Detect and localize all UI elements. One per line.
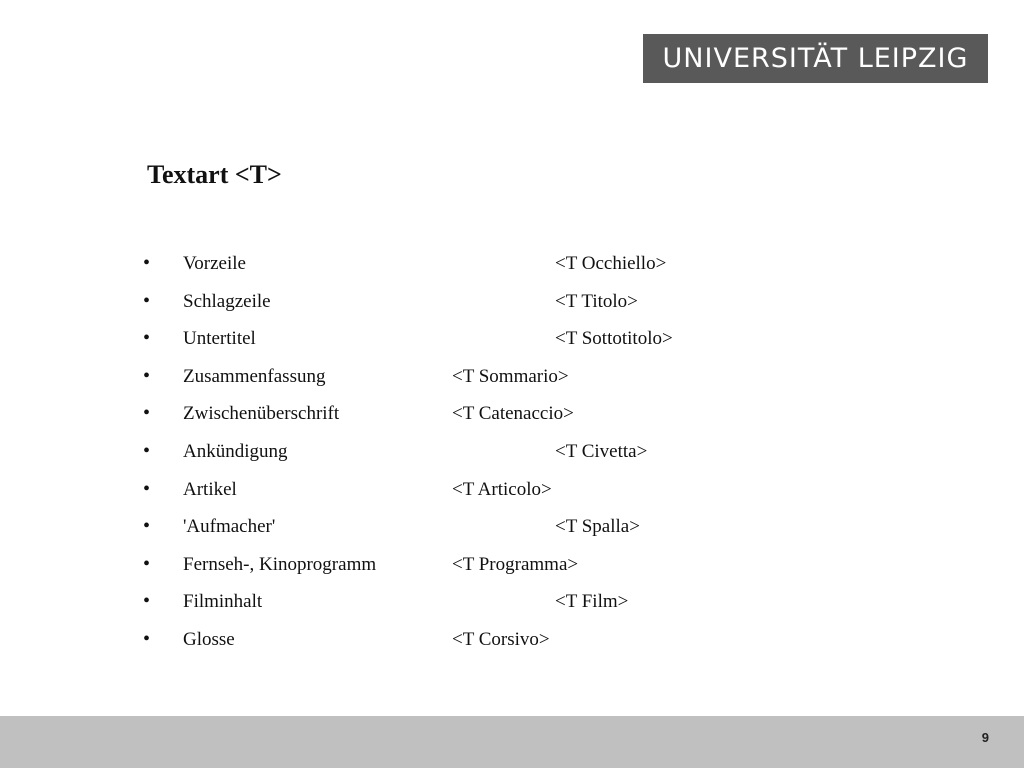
item-label: Vorzeile (183, 253, 246, 274)
item-tag: <T Catenaccio> (452, 403, 574, 425)
list-item (0, 546, 1024, 584)
bullet-icon: • (143, 402, 151, 425)
bullet-icon: • (143, 627, 151, 650)
item-tag: <T Civetta> (555, 440, 648, 462)
bullet-icon: • (143, 477, 151, 500)
list-item (0, 245, 1024, 283)
item-label: Zusammenfassung (183, 365, 326, 387)
university-logo (643, 34, 988, 83)
item-label: Glosse (183, 628, 235, 650)
bullet-icon: • (143, 515, 151, 538)
logo-text: UNIVERSITÄT LEIPZIG (662, 43, 969, 74)
bullet-icon: • (143, 327, 151, 350)
bullet-icon: • (143, 364, 151, 387)
item-tag: <T Film> (555, 591, 629, 613)
bullet-icon: • (143, 289, 151, 312)
list-item (0, 471, 1024, 509)
bullet-icon: • (143, 590, 151, 613)
item-tag: <T Titolo> (555, 290, 638, 312)
list-item (0, 358, 1024, 396)
item-label: Zwischenüberschrift (183, 403, 340, 425)
item-tag: <T Articolo> (452, 478, 552, 500)
item-tag: <T Occhiello> (555, 253, 667, 274)
item-label: Fernseh-, Kinoprogramm (183, 553, 377, 575)
list-item (0, 621, 1024, 659)
item-label: Schlagzeile (183, 290, 271, 312)
item-tag: <T Programma> (452, 553, 579, 575)
item-label: Untertitel (183, 328, 256, 350)
footer-bar (0, 716, 1024, 768)
item-label: Filminhalt (183, 591, 263, 613)
page-number: 9 (981, 730, 989, 745)
list-item (0, 320, 1024, 358)
list-item (0, 433, 1024, 471)
bullet-icon: • (143, 439, 151, 462)
bullet-icon: • (143, 552, 151, 575)
list-item (0, 583, 1024, 621)
item-tag: <T Corsivo> (452, 628, 550, 650)
item-tag: <T Spalla> (555, 516, 640, 538)
list-item (0, 395, 1024, 433)
text-type-list (0, 245, 1024, 659)
item-label: 'Aufmacher' (183, 516, 276, 538)
slide-title: Textart <T> (147, 160, 282, 189)
bullet-icon: • (143, 252, 151, 274)
item-label: Ankündigung (183, 440, 288, 462)
item-tag: <T Sommario> (452, 365, 569, 387)
list-item (0, 508, 1024, 546)
item-label: Artikel (183, 478, 237, 500)
item-tag: <T Sottotitolo> (555, 328, 673, 350)
list-item (0, 283, 1024, 321)
